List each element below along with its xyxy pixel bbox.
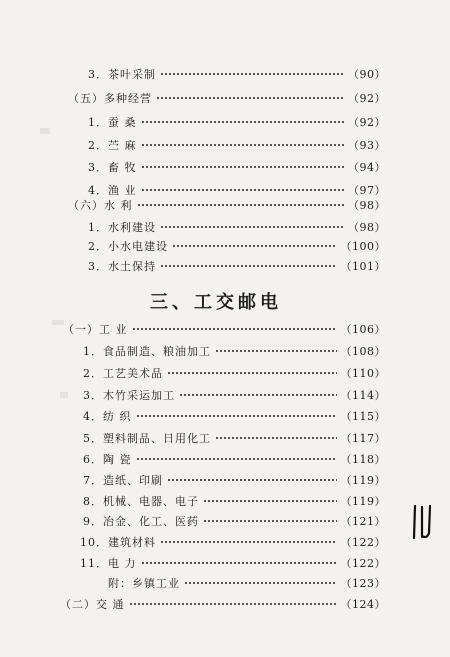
dot-leader [141,144,345,146]
toc-entry-label: （二）交 通 [60,598,125,611]
dot-leader [160,226,344,228]
toc-entry [63,320,386,338]
dot-leader [141,189,345,191]
toc-entry [83,492,386,510]
toc-entry [108,574,386,592]
toc-entry-page: （98） [348,221,386,234]
scan-smudge [40,128,50,134]
toc-entry-label: 3．水土保持 [88,260,156,273]
toc-entry-label: 6．陶 瓷 [83,453,132,466]
toc-entry [83,471,386,489]
dot-leader [203,500,337,502]
toc-entry [88,218,386,236]
dot-leader [141,121,345,123]
toc-entry-label: 1．水利建设 [88,221,156,234]
toc-entry [83,364,386,382]
dot-leader [160,541,337,543]
toc-entry-label: 2．工艺美术品 [83,367,163,380]
toc-entry [80,533,386,551]
toc-entry-page: （100） [340,240,386,253]
toc-entry-page: （92） [348,92,386,105]
toc-entry [68,89,386,107]
dot-leader [136,458,337,460]
toc-entry-label: 1．食品制造、粮油加工 [83,345,211,358]
toc-entry-page: （94） [348,161,386,174]
toc-entry-label: 4．纺 织 [83,410,132,423]
toc-entry-label: （五）多种经营 [68,92,152,105]
toc-entry-page: （122） [340,536,386,549]
dot-leader [184,582,337,584]
toc-entry-page: （121） [340,515,386,528]
toc-entry-label: 11．电 力 [80,557,137,570]
dot-leader [215,350,337,352]
toc-entry-page: （110） [340,367,386,380]
toc-entry-page: （118） [340,453,386,466]
toc-entry-label: 2．苎 麻 [88,139,137,152]
toc-entry-label: 9．冶金、化工、医药 [83,515,199,528]
dot-leader [160,265,337,267]
section-heading: 三、工交邮电 [150,292,282,313]
dot-leader [215,437,337,439]
toc-entry-page: （119） [340,495,386,508]
dot-leader [137,204,345,206]
toc-entry-label: 10．建筑材料 [80,536,156,549]
toc-entry-page: （101） [340,260,386,273]
toc-entry-label: 3．木竹采运加工 [83,389,175,402]
toc-entry [83,450,386,468]
toc-entry-page: （98） [348,199,386,212]
toc-entry-page: （123） [340,577,386,590]
toc-entry-page: （115） [340,410,386,423]
toc-entry-label: 7．造纸、印刷 [83,474,163,487]
dot-leader [203,520,337,522]
dot-leader [167,372,337,374]
scan-smudge [60,392,68,398]
toc-entry-label: 3．茶叶采制 [88,68,156,81]
toc-entry [60,595,386,613]
toc-entry [88,237,386,255]
toc-entry-page: （93） [348,139,386,152]
toc-entry-label: 5．塑料制品、日用化工 [83,432,211,445]
dot-leader [136,415,337,417]
toc-entry [88,65,386,83]
toc-entry-label: （一）工 业 [63,323,128,336]
toc-entry-page: （106） [340,323,386,336]
dot-leader [179,394,337,396]
toc-entry-page: （117） [340,432,386,445]
toc-entry [88,113,386,131]
dot-leader [132,328,337,330]
toc-entry-page: （114） [340,389,386,402]
toc-entry-page: （97） [348,184,386,197]
toc-entry-label: 附：乡镇工业 [108,577,180,590]
dot-leader [160,73,344,75]
dot-leader [156,97,344,99]
toc-entry-label: 3．畜 牧 [88,161,137,174]
toc-entry [83,342,386,360]
toc-entry [80,554,386,572]
dot-leader [172,245,337,247]
toc-entry-page: （92） [348,116,386,129]
handwritten-page-number [410,503,436,541]
dot-leader [129,603,337,605]
toc-entry [68,196,386,214]
toc-entry [83,407,386,425]
toc-entry [88,158,386,176]
toc-entry-page: （122） [340,557,386,570]
dot-leader [141,166,345,168]
toc-entry-label: （六）水 利 [68,199,133,212]
toc-entry-page: （124） [340,598,386,611]
toc-entry-label: 4．渔 业 [88,184,137,197]
toc-entry-page: （90） [348,68,386,81]
toc-entry-page: （119） [340,474,386,487]
toc-entry-label: 2．小水电建设 [88,240,168,253]
dot-leader [141,562,337,564]
toc-entry [83,429,386,447]
toc-entry [83,512,386,530]
dot-leader [167,479,337,481]
toc-entry [88,257,386,275]
toc-entry-label: 8．机械、电器、电子 [83,495,199,508]
toc-entry-label: 1．蚕 桑 [88,116,137,129]
toc-entry [83,386,386,404]
toc-entry-page: （108） [340,345,386,358]
toc-entry [88,136,386,154]
